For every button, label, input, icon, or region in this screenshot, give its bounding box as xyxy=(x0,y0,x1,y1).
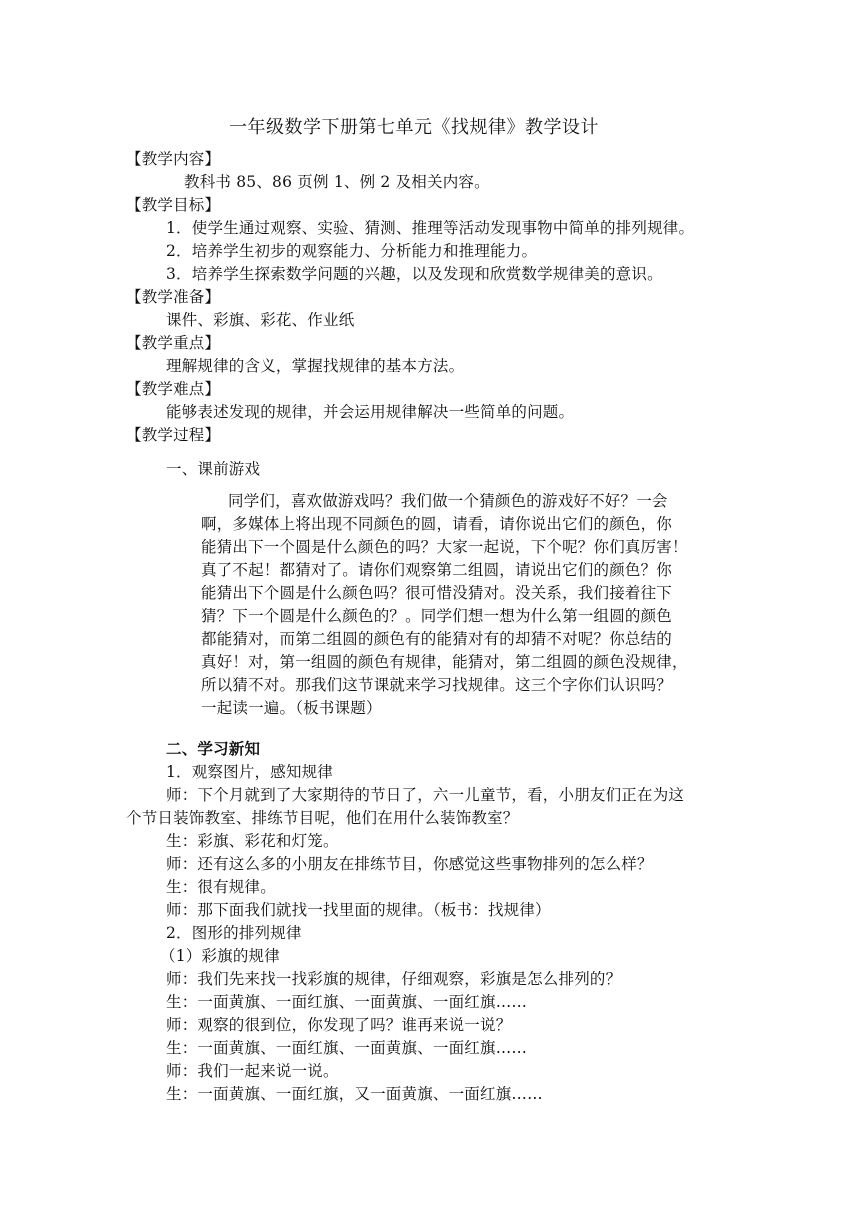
part2-line: 师：那下面我们就找一找里面的规律。（板书：找规律） xyxy=(166,901,551,919)
section-heading-key-points: 【教学重点】 xyxy=(126,334,221,352)
part2-line: 师：我们一起来说一说。 xyxy=(166,1062,339,1080)
document-title: 一年级数学下册第七单元《找规律》教学设计 xyxy=(229,117,599,138)
section-line: 课件、彩旗、彩花、作业纸 xyxy=(166,311,355,329)
section-line: 能够表述发现的规律，并会运用规律解决一些简单的问题。 xyxy=(166,403,575,421)
part1-paragraph-line: 能猜出下一个圆是什么颜色的吗？大家一起说，下个呢？你们真厉害！ xyxy=(201,538,688,556)
part1-paragraph-line: 一起读一遍。（板书课题） xyxy=(201,699,382,717)
part1-paragraph-line: 猜？下一个圆是什么颜色的？。同学们想一想为什么第一组圆的颜色 xyxy=(201,607,673,625)
section-heading-content: 【教学内容】 xyxy=(126,150,221,168)
part2-heading: 二、学习新知 xyxy=(166,739,261,758)
part2-line: 生：一面黄旗、一面红旗、一面黄旗、一面红旗…… xyxy=(166,993,528,1011)
part2-line: 2．图形的排列规律 xyxy=(166,924,302,942)
section-line: 1．使学生通过观察、实验、猜测、推理等活动发现事物中简单的排列规律。 xyxy=(166,219,695,237)
part1-paragraph-line: 都能猜对，而第二组圆的颜色有的能猜对有的却猜不对呢？你总结的 xyxy=(201,630,673,648)
part2-line: 生：很有规律。 xyxy=(166,878,276,896)
section-line: 2．培养学生初步的观察能力、分析能力和推理能力。 xyxy=(166,242,538,260)
part1-paragraph-line: 能猜出下个圆是什么颜色吗？很可惜没猜对。没关系，我们接着往下 xyxy=(201,584,673,602)
part2-line: 师：观察的很到位，你发现了吗？谁再来说一说？ xyxy=(166,1016,512,1034)
part1-paragraph-line: 同学们，喜欢做游戏吗？我们做一个猜颜色的游戏好不好？一会 xyxy=(228,492,668,510)
part2-line: 生：一面黄旗、一面红旗，又一面黄旗、一面红旗…… xyxy=(166,1085,543,1103)
part2-line: 师：下个月就到了大家期待的节日了，六一儿童节，看，小朋友们正在为这 xyxy=(166,786,685,804)
part2-line: 师：还有这么多的小朋友在排练节目，你感觉这些事物排列的怎么样？ xyxy=(166,855,653,873)
part2-line: 个节日装饰教室、排练节目呢，他们在用什么装饰教室？ xyxy=(126,809,519,827)
section-line: 3．培养学生探索数学问题的兴趣，以及发现和欣赏数学规律美的意识。 xyxy=(166,265,663,283)
section-heading-goals: 【教学目标】 xyxy=(126,196,221,214)
section-heading-process: 【教学过程】 xyxy=(126,426,221,444)
part1-paragraph-line: 所以猜不对。那我们这节课就来学习找规律。这三个字你们认识吗？ xyxy=(201,676,673,694)
part2-line: 1．观察图片，感知规律 xyxy=(166,763,334,781)
section-line: 理解规律的含义，掌握找规律的基本方法。 xyxy=(166,357,465,375)
part2-line: （1）彩旗的规律 xyxy=(160,947,280,965)
section-heading-difficulties: 【教学难点】 xyxy=(126,380,221,398)
part1-paragraph-line: 啊，多媒体上将出现不同颜色的圆，请看，请你说出它们的颜色，你 xyxy=(201,515,673,533)
part1-paragraph-line: 真好！对，第一组圆的颜色有规律，能猜对，第二组圆的颜色没规律， xyxy=(201,653,688,671)
part2-line: 师：我们先来找一找彩旗的规律，仔细观察，彩旗是怎么排列的？ xyxy=(166,970,622,988)
part1-paragraph-line: 真了不起！都猜对了。请你们观察第二组圆，请说出它们的颜色？你 xyxy=(201,561,673,579)
section-line: 教科书 85、86 页例 1、例 2 及相关内容。 xyxy=(184,173,490,191)
part2-line: 生：彩旗、彩花和灯笼。 xyxy=(166,832,339,850)
section-heading-preparation: 【教学准备】 xyxy=(126,288,221,306)
part2-line: 生：一面黄旗、一面红旗、一面黄旗、一面红旗…… xyxy=(166,1039,528,1057)
part1-heading: 一、课前游戏 xyxy=(166,460,261,478)
